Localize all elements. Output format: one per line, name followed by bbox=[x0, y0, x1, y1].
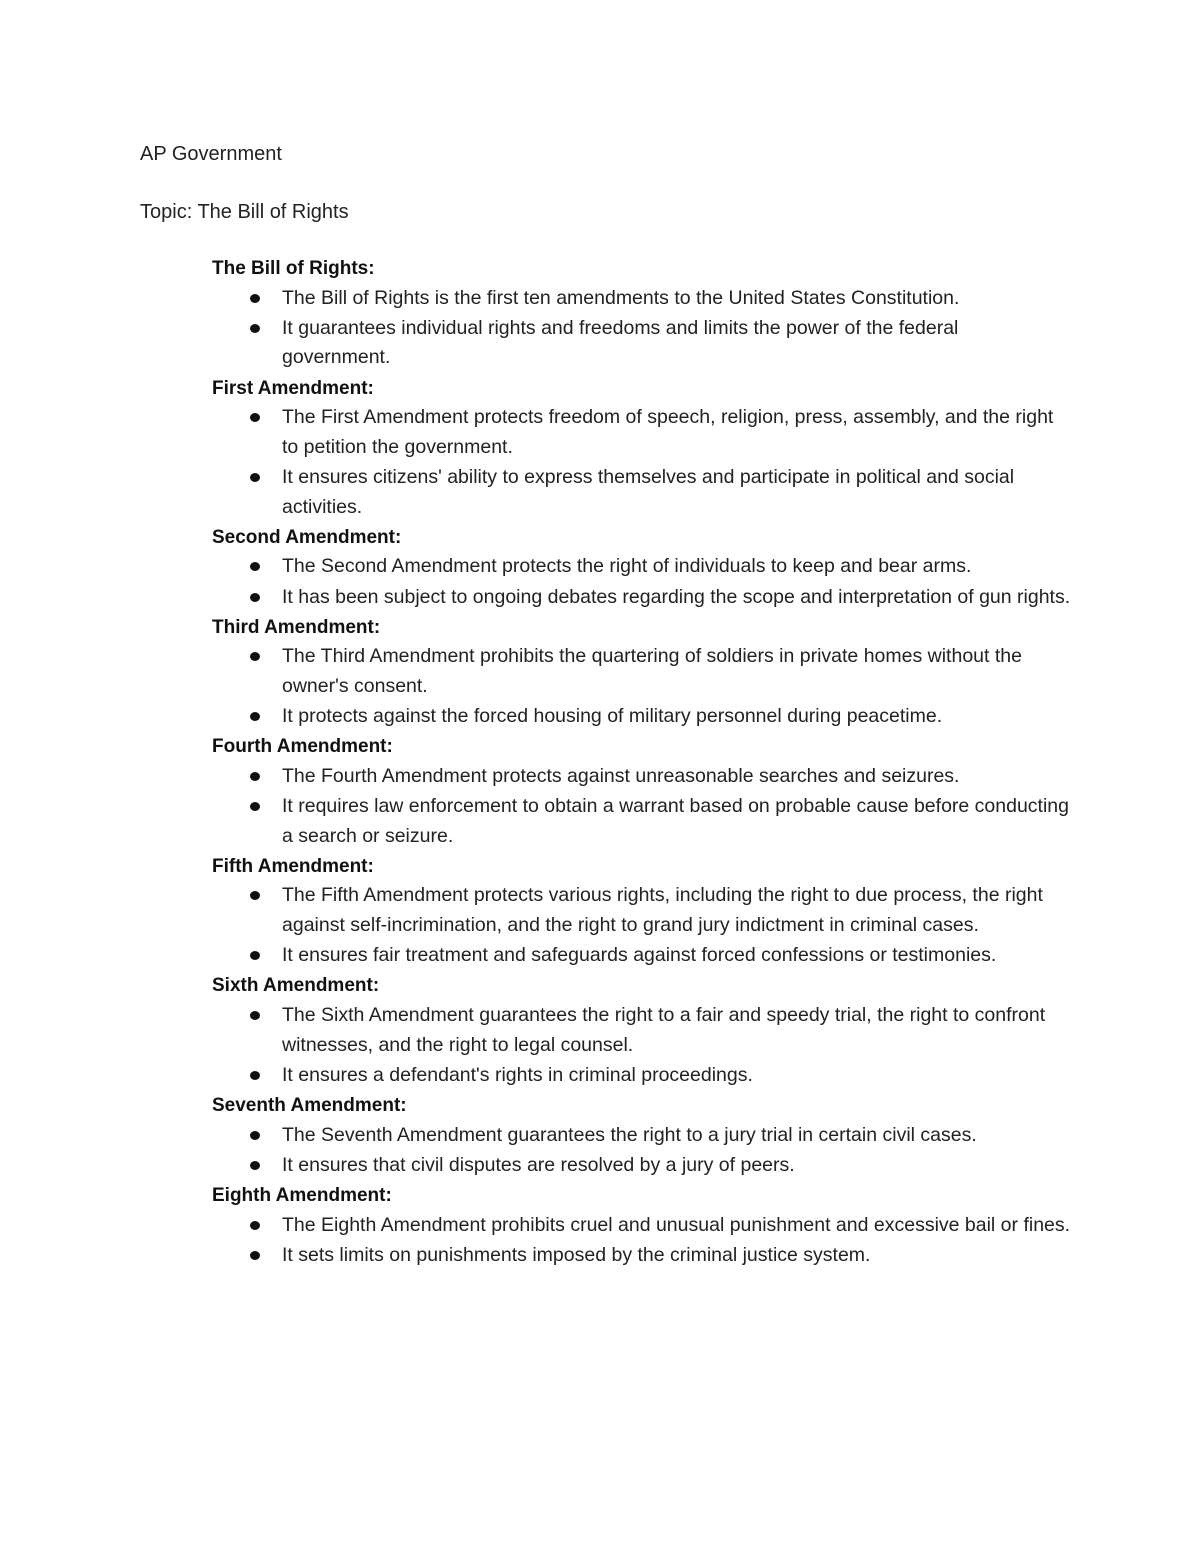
list-item bbox=[212, 881, 1072, 940]
section-heading: Sixth Amendment: bbox=[212, 975, 380, 997]
list-item bbox=[212, 403, 1072, 462]
topic-line: Topic: The Bill of Rights bbox=[140, 201, 349, 223]
list-item bbox=[212, 1061, 1072, 1091]
bullet-text: The Sixth Amendment guarantees the right to a fair and speedy trial, the right to confront witnesses, and the right to legal counsel. bbox=[282, 1003, 1046, 1056]
bullet-list bbox=[212, 642, 1072, 731]
bullet-text: The Fifth Amendment protects various rights, including the right to due process, the right against self-incrimination, and the right to grand jury indictment in criminal cases. bbox=[282, 884, 1043, 936]
bullet-list bbox=[212, 1001, 1072, 1090]
bullet-text: It protects against the forced housing of military personnel during peacetime. bbox=[282, 705, 943, 728]
bullet-dot-icon bbox=[250, 1221, 260, 1230]
amendment-section bbox=[212, 374, 1072, 523]
bullet-text: It guarantees individual rights and freedoms and limits the power of the federal government. bbox=[282, 316, 959, 369]
bullet-text: The Seventh Amendment guarantees the right to a jury trial in certain civil cases. bbox=[282, 1123, 977, 1146]
bullet-list bbox=[212, 403, 1072, 522]
amendment-section bbox=[212, 254, 1072, 373]
bullet-list bbox=[212, 881, 1072, 970]
bullet-dot-icon bbox=[250, 802, 260, 811]
bullet-dot-icon bbox=[250, 324, 260, 333]
section-heading: First Amendment: bbox=[212, 377, 374, 399]
list-item bbox=[212, 1151, 1072, 1181]
bullet-dot-icon bbox=[250, 413, 260, 422]
bullet-text: It ensures fair treatment and safeguards against forced confessions or testimonies. bbox=[282, 944, 997, 967]
list-item bbox=[212, 762, 1072, 792]
bullet-text: It ensures that civil disputes are resolved by a jury of peers. bbox=[282, 1153, 795, 1176]
bullet-text: It has been subject to ongoing debates regarding the scope and interpretation of gun rights. bbox=[282, 585, 1071, 608]
bullet-text: The Fourth Amendment protects against unreasonable searches and seizures. bbox=[282, 764, 960, 787]
bullet-text: The Bill of Rights is the first ten amendments to the United States Constitution. bbox=[282, 286, 960, 309]
bullet-dot-icon bbox=[250, 1071, 260, 1080]
amendment-section bbox=[212, 613, 1072, 732]
list-item bbox=[212, 583, 1072, 613]
bullet-text: The First Amendment protects freedom of speech, religion, press, assembly, and the right to petition the government. bbox=[282, 406, 1054, 458]
list-item bbox=[212, 941, 1072, 971]
amendment-section bbox=[212, 523, 1072, 612]
list-item bbox=[212, 1211, 1072, 1241]
bullet-dot-icon bbox=[250, 712, 260, 721]
amendment-section bbox=[212, 852, 1072, 971]
list-item bbox=[212, 702, 1072, 732]
bullet-dot-icon bbox=[250, 593, 260, 602]
bullet-list bbox=[212, 552, 1072, 612]
bullet-text: It ensures citizens' ability to express themselves and participate in political and social activities. bbox=[282, 465, 1015, 518]
bullet-dot-icon bbox=[250, 951, 260, 960]
amendment-section bbox=[212, 732, 1072, 851]
list-item bbox=[212, 314, 1072, 373]
section-heading: Fifth Amendment: bbox=[212, 855, 374, 877]
bullet-text: It requires law enforcement to obtain a warrant based on probable cause before conducting a search or seizure. bbox=[282, 795, 1069, 847]
amendment-section bbox=[212, 971, 1072, 1090]
bullet-list bbox=[212, 284, 1072, 373]
section-heading: Fourth Amendment: bbox=[212, 736, 393, 758]
bullet-dot-icon bbox=[250, 473, 260, 482]
amendment-section bbox=[212, 1091, 1072, 1180]
bullet-text: The Third Amendment prohibits the quartering of soldiers in private homes without the owner's consent. bbox=[282, 645, 1022, 697]
section-heading: Third Amendment: bbox=[212, 616, 381, 638]
section-heading: Eighth Amendment: bbox=[212, 1184, 392, 1206]
list-item bbox=[212, 284, 1072, 314]
list-item bbox=[212, 642, 1072, 701]
bullet-dot-icon bbox=[250, 652, 260, 661]
list-item bbox=[212, 463, 1072, 522]
bullet-list bbox=[212, 1211, 1072, 1271]
bullet-text: It ensures a defendant's rights in criminal proceedings. bbox=[282, 1063, 753, 1086]
bullet-dot-icon bbox=[250, 1011, 260, 1020]
bullet-dot-icon bbox=[250, 1161, 260, 1170]
section-heading: Seventh Amendment: bbox=[212, 1094, 407, 1116]
section-heading: The Bill of Rights: bbox=[212, 258, 375, 279]
list-item bbox=[212, 1121, 1072, 1151]
list-item bbox=[212, 792, 1072, 851]
list-item bbox=[212, 552, 1072, 582]
list-item bbox=[212, 1001, 1072, 1060]
bullet-text: The Second Amendment protects the right of individuals to keep and bear arms. bbox=[282, 555, 972, 578]
bullet-dot-icon bbox=[250, 294, 260, 303]
amendment-section bbox=[212, 1181, 1072, 1270]
bullet-dot-icon bbox=[250, 562, 260, 571]
bullet-text: It sets limits on punishments imposed by the criminal justice system. bbox=[282, 1243, 871, 1266]
bullet-list bbox=[212, 1121, 1072, 1181]
notes-body bbox=[212, 254, 1072, 1271]
course-title: AP Government bbox=[140, 143, 282, 165]
list-item bbox=[212, 1241, 1072, 1271]
section-heading: Second Amendment: bbox=[212, 526, 402, 548]
bullet-dot-icon bbox=[250, 891, 260, 900]
bullet-list bbox=[212, 762, 1072, 851]
bullet-dot-icon bbox=[250, 1131, 260, 1140]
bullet-dot-icon bbox=[250, 1251, 260, 1260]
bullet-dot-icon bbox=[250, 772, 260, 781]
bullet-text: The Eighth Amendment prohibits cruel and unusual punishment and excessive bail or fines. bbox=[282, 1213, 1071, 1236]
